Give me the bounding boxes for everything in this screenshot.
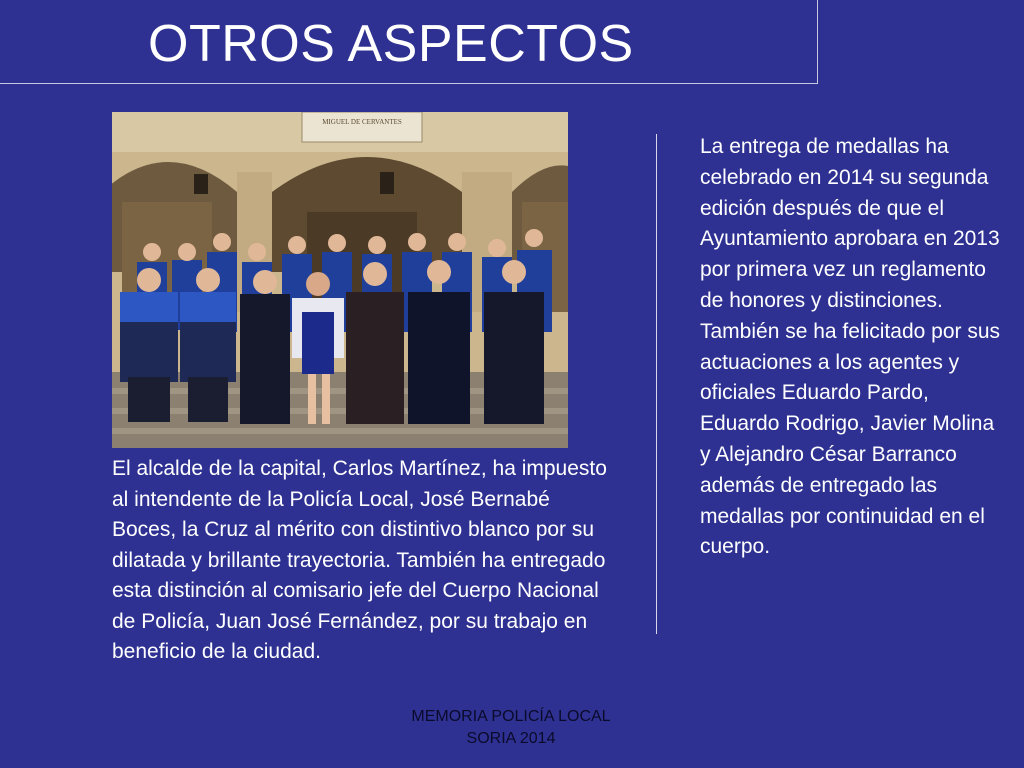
right-paragraph: La entrega de medallas ha celebrado en 2014 su segunda edición después de que el Ayuntamiento aprobara en 2013 por primera vez un reglamento de honores y distinciones. También se ha felicitado por sus actuaciones a los agentes y oficiales Eduardo Pardo, Eduardo Rodrigo, Javier Molina y Alejandro César Barranco además de entregado las medallas por continuidad en el cuerpo.	[700, 135, 1000, 559]
group-photo	[112, 112, 568, 448]
footer-line-1: MEMORIA POLICÍA LOCAL	[411, 708, 611, 725]
footer-line-2: SORIA 2014	[466, 730, 556, 747]
slide-footer	[380, 706, 642, 750]
column-divider	[656, 134, 657, 634]
left-paragraph: El alcalde de la capital, Carlos Martínez, ha impuesto al intendente de la Policía Local, José Bernabé Boces, la Cruz al mérito con distintivo blanco por su dilatada y brillante trayectoria. También ha entregado esta distinción al comisario jefe del Cuerpo Nacional de Policía, Juan José Fernández, por su trabajo en beneficio de la ciudad.	[112, 457, 607, 663]
plaque-text: MIGUEL DE CERVANTES	[322, 118, 402, 126]
slide-title: OTROS ASPECTOS	[148, 15, 634, 73]
